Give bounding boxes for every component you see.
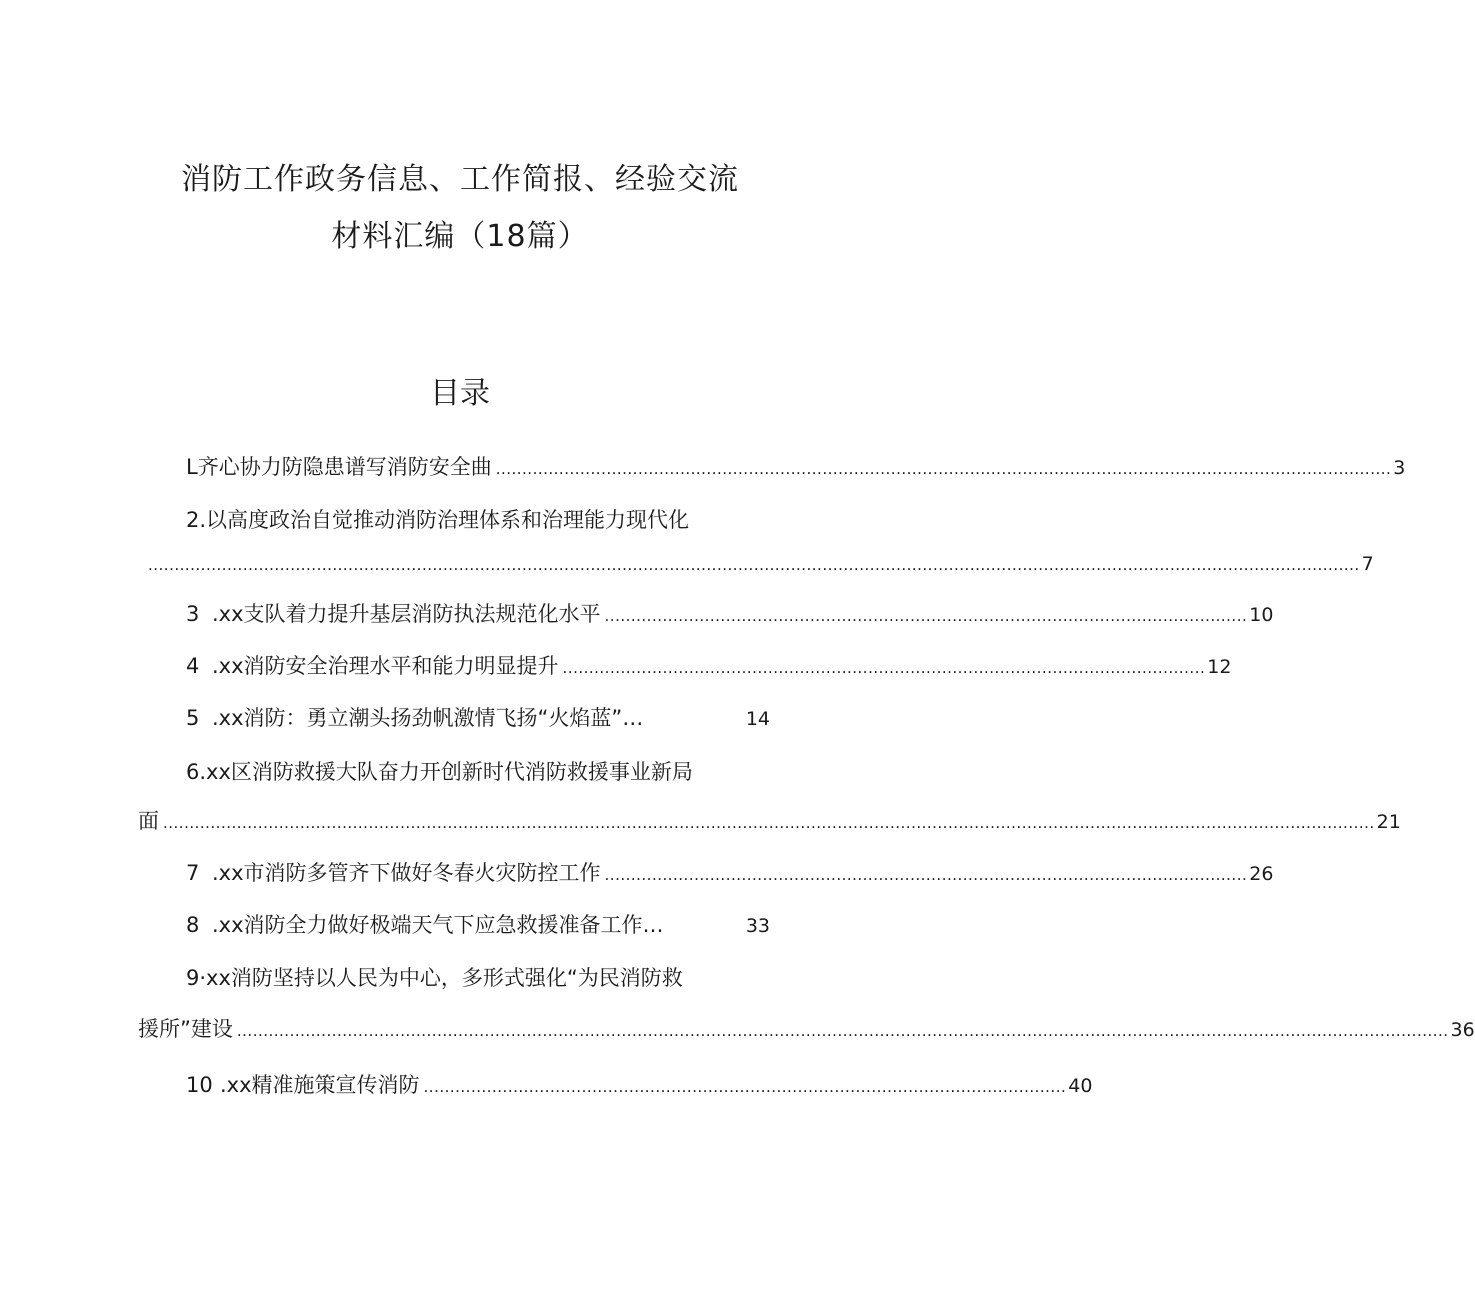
- toc-leader-dots: ......................................................................................................................................................................................................................................: [148, 556, 1360, 574]
- toc-entry-title: 7 .xx市消防多管齐下做好冬春火灾防控工作: [186, 861, 601, 885]
- toc-entry-page: 14: [745, 708, 770, 730]
- toc-entry-page: 10: [1249, 604, 1274, 626]
- toc-leader-dots: ..........................................................................................................................: [562, 659, 1206, 677]
- toc-entry-title: 10 .xx精准施策宣传消防: [186, 1073, 420, 1097]
- toc-entry-9[interactable]: [186, 963, 683, 993]
- toc-entry-6-continued[interactable]: [138, 806, 1401, 838]
- toc-entry-title: 4 .xx消防安全治理水平和能力明显提升: [186, 654, 559, 678]
- toc-entry-7[interactable]: [186, 858, 1274, 890]
- toc-entry-page: 40: [1068, 1075, 1093, 1097]
- toc-heading: 目录: [430, 376, 490, 411]
- document-title-line-2: 材料汇编（18篇）: [331, 219, 589, 254]
- toc-entry-2[interactable]: [186, 505, 689, 535]
- toc-leader-dots: ..........................................................................................................................: [604, 866, 1248, 884]
- toc-entry-title-continued: 面: [138, 809, 159, 833]
- toc-entry-title: ·xx消防坚持以人民为中心，多形式强化“为民消防救: [199, 966, 683, 990]
- toc-entry-page: 12: [1207, 656, 1232, 678]
- toc-entry-page: 21: [1376, 811, 1401, 833]
- toc-entry-title: .xx区消防救援大队奋力开创新时代消防救援事业新局: [199, 760, 693, 784]
- toc-leader-dots: ..........................................................................................................................: [423, 1078, 1067, 1096]
- toc-entry-title: 3 .xx支队着力提升基层消防执法规范化水平: [186, 602, 601, 626]
- toc-entry-page: 7: [1361, 553, 1374, 575]
- toc-leader-dots: ..........................................................................................................................: [604, 607, 1248, 625]
- toc-entry-3[interactable]: [186, 599, 1274, 631]
- toc-leader-dots: ......................................................................................................................................................................................................................................: [236, 1022, 1449, 1040]
- toc-entry-2-continued[interactable]: [144, 549, 1374, 580]
- toc-entry-page: 36: [1450, 1019, 1475, 1041]
- toc-entry-10[interactable]: [186, 1070, 1093, 1102]
- toc-entry-4[interactable]: [186, 651, 1232, 683]
- toc-entry-page: 3: [1393, 457, 1406, 479]
- toc-entry-6[interactable]: [186, 757, 693, 787]
- document-title-line-1: 消防工作政务信息、工作简报、经验交流: [181, 162, 739, 197]
- toc-entry-title: .以高度政治自觉推动消防治理体系和治理能力现代化: [199, 508, 690, 532]
- toc-entry-8[interactable]: [186, 910, 770, 941]
- toc-entry-number: 2: [186, 508, 200, 532]
- toc-entry-5[interactable]: [186, 703, 770, 734]
- toc-entry-page: 26: [1249, 863, 1274, 885]
- toc-entry-1[interactable]: [186, 452, 1406, 484]
- toc-leader-dots: ......................................................................................................................................................................................................................................: [163, 814, 1375, 832]
- toc-entry-title-continued: 援所”建设: [138, 1017, 233, 1041]
- toc-entry-title: 5 .xx消防：勇立潮头扬劲帆激情飞扬“火焰蓝”…: [186, 706, 644, 730]
- toc-entry-number: 9: [186, 966, 200, 990]
- toc-entry-title: 8 .xx消防全力做好极端天气下应急救援准备工作…: [186, 913, 664, 937]
- toc-leader-dots: ..........................................................................................................................................................................: [495, 460, 1392, 478]
- toc-entry-number: 6: [186, 760, 200, 784]
- toc-entry-page: 33: [745, 915, 770, 937]
- toc-entry-title: L齐心协力防隐患谱写消防安全曲: [186, 455, 492, 479]
- toc-entry-9-continued[interactable]: [138, 1014, 1475, 1046]
